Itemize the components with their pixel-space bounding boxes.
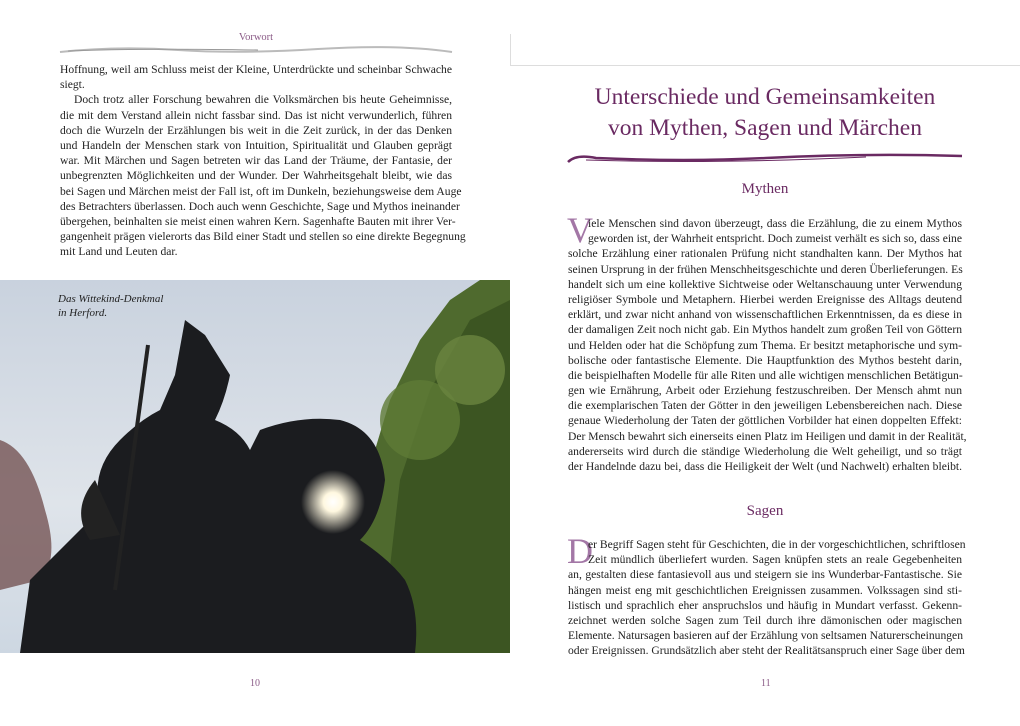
text-line: solche Erzählung einer rationalen Prüfung nicht standhalten kann. Der Mythos hat	[568, 247, 962, 261]
drop-cap: V	[567, 210, 593, 250]
text-line: Elemente. Natursagen basieren auf der Erzählung von seltsamen Naturerscheinungen	[568, 629, 963, 643]
chapter-title	[540, 82, 990, 144]
text-line: des Betrachters überlassen. Doch auch wenn Geschichte, Sage und Mythos ineinander	[60, 199, 460, 213]
text-line: Der Mensch bewahrt sich einerseits einen Platz im Heiligen und damit in der Realität,	[568, 429, 967, 443]
text-line: Doch trotz aller Forschung bewahren die Volksmärchen bis heute Geheimnisse,	[74, 93, 452, 107]
title-line: von Mythen, Sagen und Märchen	[608, 115, 922, 141]
text-line: siegt.	[60, 78, 85, 92]
page-number-left: 10	[250, 678, 260, 689]
text-line: zeichnet werden solche Sagen zum Teil durch ihre dämonischen oder magischen	[568, 613, 962, 627]
text-line: genaue Wiederholung der Taten der göttlichen Vorbilder hat einen doppelten Effekt:	[568, 414, 962, 428]
sagen-body-text	[568, 537, 966, 659]
text-line: der damaligen Zeit noch nicht gab. Ein Mythos handelt zum großen Teil von Göttern	[568, 323, 962, 337]
text-line: hängen meist eng mit geschichtlichen Ereignissen zusammen. Volkssagen sind sti-	[568, 583, 962, 597]
text-line: und Helden oder hat die Schöpfung zum Thema. Er besitzt metaphorische und sym-	[568, 338, 962, 352]
drop-cap: D	[567, 531, 593, 571]
text-line: handelt sich um eine kollektive Sichtweise oder Weltanschauung unter Verwendung	[568, 277, 962, 291]
page-number-right: 11	[761, 678, 771, 689]
text-line: andererseits wird durch die ständige Wiederholung die Welt geheiligt, und so trägt	[568, 444, 962, 458]
text-line: die exemplarischen Taten der Götter in den jeweiligen Lebensbereichen nach. Diese	[568, 399, 962, 413]
text-line: erklärt, und zwar nicht anhand von wissenschaftlichen Erkenntnissen, da es diese in	[568, 308, 962, 322]
text-line: iele Menschen sind davon überzeugt, dass die Erzählung, die zu einem Mythos	[588, 217, 962, 230]
ornament-rule	[58, 44, 454, 56]
text-line: Zeit mündlich überliefert wurden. Sagen knüpfen stets an reale Gegebenheiten	[588, 553, 962, 567]
text-line: er Begriff Sagen steht für Geschichten, die in der vorgeschichtlichen, schriftlosen	[588, 538, 966, 551]
text-line: die mit dem Verstand allein nicht fassbar sind. Das ist nicht verwunderlich, führen	[60, 108, 452, 122]
text-line: der Handelnde dazu bei, dass die Heiligkeit der Welt (und Nachwelt) erhalten bleibt.	[568, 460, 962, 473]
text-line: bei Sagen und Märchen meist der Fall ist, oft im Dunkeln, beziehungsweise dem Auge	[60, 184, 462, 198]
text-line: doch die Wurzeln der Erzählungen bis weit in die Zeit zurück, in der das Denken	[60, 123, 452, 137]
section-heading-sagen: Sagen	[746, 503, 784, 519]
text-line: gen wie Ernährung, Arbeit oder Erziehung festzuschreiben. Der Mensch ahmt nun	[568, 384, 962, 398]
photo-caption	[58, 292, 163, 320]
text-line: an, gestalten diese fantasievoll aus und steigern sie ins Wunderbar-Fantastische. Sie	[568, 568, 962, 582]
text-line: die beispielhaften Modelle für alle Riten und alle wichtigen menschlichen Betätigun-	[568, 368, 963, 382]
text-line: war. Mit Märchen und Sagen betreten wir das Land der Träume, der Fantasie, der	[60, 154, 452, 168]
statue-photo	[0, 280, 510, 653]
text-line: listisch und sprachlich eher anspruchslos und häufig in Mundart verfasst. Gekenn-	[568, 598, 962, 612]
caption-line: in Herford.	[58, 307, 108, 319]
title-swash	[566, 150, 964, 166]
text-line: religiöser Symbole und Metaphern. Hierbei werden Ereignisse des Alltags deutend	[568, 292, 962, 306]
text-line: Hoffnung, weil am Schluss meist der Kleine, Unterdrückte und scheinbar Schwache	[60, 63, 452, 76]
text-line: und Handeln der Menschen stark von Intuition, Spiritualität und Glauben geprägt	[60, 138, 452, 152]
text-line: gangenheit prägen vielerorts das Bild einer Stadt und stellen so eine direkte Begegnung	[60, 230, 466, 244]
text-line: bolische oder fantastische Elemente. Die Hauptfunktion des Mythos besteht darin,	[568, 353, 962, 367]
text-line: unbegrenzten Möglichkeiten und der Wunder. Der Wahrheitsgehalt bleibt, wie das	[60, 169, 452, 183]
title-line: Unterschiede und Gemeinsamkeiten	[594, 84, 936, 110]
text-line: mit Land und Leuten dar.	[60, 245, 178, 259]
running-head: Vorwort	[238, 32, 274, 43]
text-line: oder Ereignissen. Grundsätzlich aber steht der Realitätsanspruch einer Sage über dem	[568, 644, 965, 658]
mythen-body-text	[568, 216, 967, 474]
header-frame	[510, 34, 1020, 66]
text-line: übergehen, beinhalten sie meist einen wahren Kern. Sagenhafte Bauten mit ihrer Ver-	[60, 214, 456, 228]
left-body-text	[60, 62, 466, 259]
text-line: geworden ist, der Wahrheit entspricht. Doch zumeist verhält es sich so, dass eine	[588, 232, 962, 246]
caption-line: Das Wittekind-Denkmal	[58, 293, 164, 305]
section-heading-mythen: Mythen	[741, 181, 789, 197]
text-line: seinen Ursprung in der frühen Menschheitsgeschichte und deren Überlieferungen. Es	[568, 262, 963, 276]
